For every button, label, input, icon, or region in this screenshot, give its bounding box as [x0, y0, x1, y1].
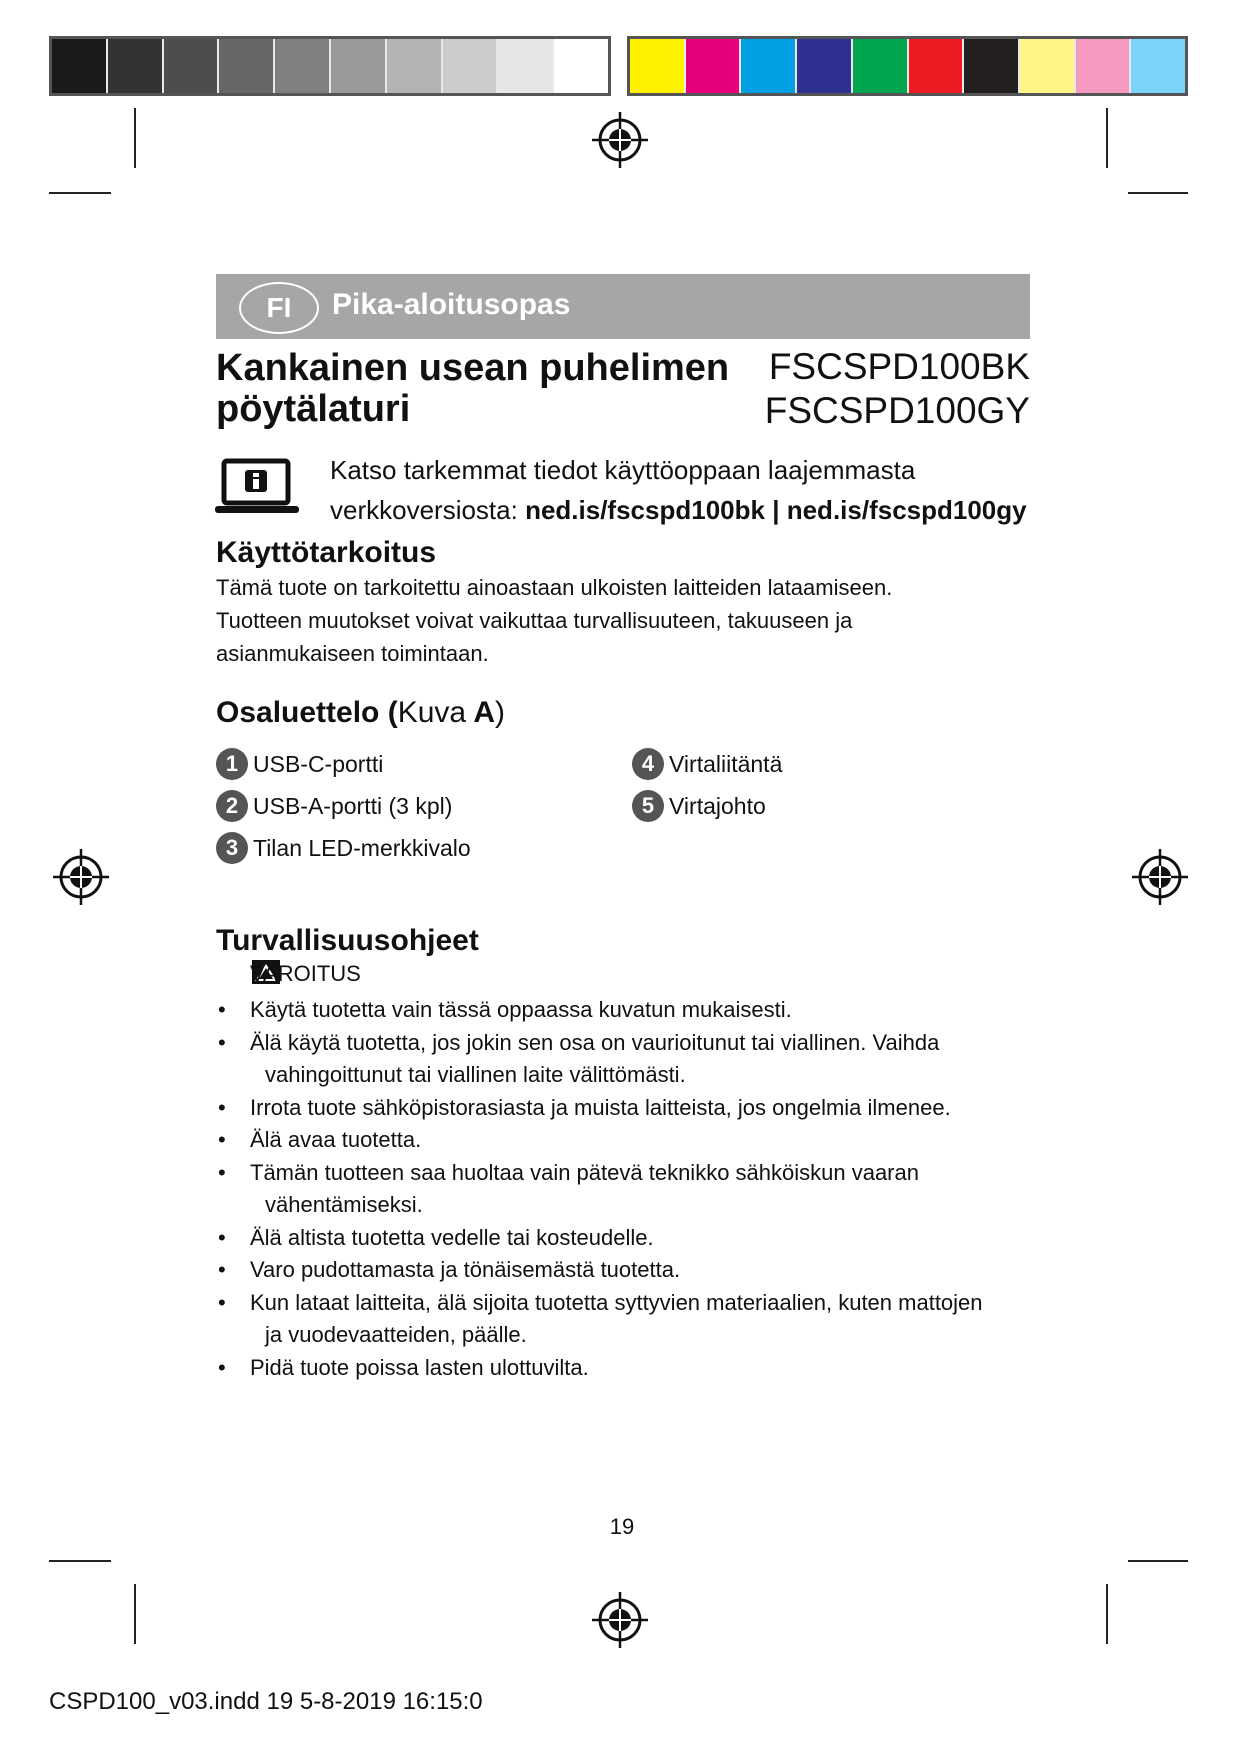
safety-line: Älä avaa tuotetta. — [250, 1127, 422, 1152]
part-label: Virtaliitäntä — [669, 750, 783, 777]
intended-use-heading: Käyttötarkoitus — [216, 536, 437, 569]
band-title: Pika-aloitusopas — [332, 288, 571, 321]
registration-mark-icon — [53, 849, 109, 905]
part-item — [632, 748, 782, 780]
info-line: Katso tarkemmat tiedot käyttöoppaan laajemmasta — [330, 455, 916, 485]
parts-heading-kuva: Kuva — [397, 696, 467, 729]
intended-use-line: Tuotteen muutokset voivat vaikuttaa turvallisuuteen, takuuseen ja — [216, 608, 853, 633]
part-number: 2 — [216, 790, 248, 822]
model-number: FSCSPD100GY — [764, 390, 1030, 431]
color-swatch — [1131, 39, 1185, 93]
color-swatch — [52, 39, 108, 93]
safety-line: Käytä tuotetta vain tässä oppaassa kuvatun mukaisesti. — [250, 997, 792, 1022]
color-swatch — [686, 39, 742, 93]
header-band — [216, 274, 1030, 339]
color-swatch — [219, 39, 275, 93]
parts-heading-letter: A — [473, 696, 496, 729]
color-swatch — [1076, 39, 1132, 93]
part-label: Tilan LED-merkkivalo — [253, 834, 471, 861]
intended-use-line: asianmukaiseen toimintaan. — [216, 641, 489, 666]
grayscale-bar — [49, 36, 611, 96]
color-swatch — [797, 39, 853, 93]
warning-label: VAROITUS — [250, 961, 361, 986]
crop-mark — [1106, 1584, 1108, 1644]
safety-item — [216, 1222, 1036, 1255]
safety-item — [216, 1287, 1036, 1352]
model-number: FSCSPD100BK — [768, 346, 1030, 387]
parts-heading — [216, 696, 505, 730]
safety-item — [216, 1124, 1036, 1157]
safety-line: vähentämiseksi. — [265, 1192, 423, 1217]
registration-mark-icon — [592, 112, 648, 168]
color-swatch — [164, 39, 220, 93]
parts-heading-close: ) — [495, 696, 506, 729]
safety-item — [216, 994, 1036, 1027]
info-prefix: verkkoversiosta: — [330, 495, 518, 525]
safety-line: Tämän tuotteen saa huoltaa vain pätevä teknikko sähköiskun vaaran — [250, 1159, 919, 1185]
color-swatch — [630, 39, 686, 93]
part-label: Virtajohto — [669, 792, 766, 819]
color-swatch — [275, 39, 331, 93]
safety-line: vahingoittunut tai viallinen laite välittömästi. — [265, 1062, 686, 1087]
safety-item — [216, 1092, 1036, 1125]
safety-line: Älä altista tuotetta vedelle tai kosteudelle. — [250, 1224, 654, 1250]
color-swatch — [443, 39, 499, 93]
product-title — [216, 348, 729, 430]
safety-line: Irrota tuote sähköpistorasiasta ja muista laitteista, jos ongelmia ilmenee. — [250, 1094, 951, 1120]
info-line-links — [330, 495, 1027, 526]
part-label: USB-A-portti (3 kpl) — [253, 792, 453, 819]
crop-mark — [134, 1584, 136, 1644]
safety-line: Älä käytä tuotetta, jos jokin sen osa on vaurioitunut tai viallinen. Vaihda — [250, 1029, 940, 1055]
safety-line: ja vuodevaatteiden, päälle. — [265, 1322, 527, 1347]
part-label: USB-C-portti — [253, 750, 384, 777]
crop-mark — [134, 108, 136, 168]
link-separator: | — [772, 495, 780, 525]
laptop-info-icon — [214, 458, 300, 516]
crop-mark — [1128, 192, 1188, 194]
product-title-line: Kankainen usean puhelimen — [216, 347, 730, 389]
part-number: 5 — [632, 790, 664, 822]
safety-list — [216, 994, 1036, 1384]
part-item — [632, 790, 766, 822]
manual-link-bk[interactable]: ned.is/fscspd100bk — [525, 495, 765, 525]
safety-line: Pidä tuote poissa lasten ulottuvilta. — [250, 1354, 589, 1380]
part-item — [216, 748, 383, 780]
parts-heading-open: ( — [387, 696, 398, 729]
page-number: 19 — [609, 1514, 635, 1539]
color-swatch — [108, 39, 164, 93]
part-number: 4 — [632, 748, 664, 780]
product-title-line: pöytälaturi — [216, 388, 411, 430]
color-swatch — [741, 39, 797, 93]
color-swatch — [853, 39, 909, 93]
crop-mark — [49, 1560, 111, 1562]
registration-mark-icon — [592, 1592, 648, 1648]
part-item — [216, 790, 452, 822]
manual-link-gy[interactable]: ned.is/fscspd100gy — [786, 495, 1027, 525]
color-swatch — [331, 39, 387, 93]
registration-mark-icon — [1132, 849, 1188, 905]
intended-use-text — [216, 571, 892, 670]
safety-item — [216, 1157, 1036, 1222]
safety-item — [216, 1352, 1036, 1385]
parts-heading-bold: Osaluettelo — [216, 696, 380, 729]
color-swatch — [964, 39, 1020, 93]
color-swatch — [498, 39, 554, 93]
crop-mark — [1128, 1560, 1188, 1562]
print-slug: CSPD100_v03.indd 19 5-8-2019 16:15:0 — [49, 1688, 483, 1715]
intended-use-line: Tämä tuote on tarkoitettu ainoastaan ulkoisten laitteiden lataamiseen. — [216, 575, 893, 600]
crop-mark — [1106, 108, 1108, 168]
color-swatch — [387, 39, 443, 93]
part-item — [216, 832, 471, 864]
color-swatch — [554, 39, 608, 93]
safety-line: Varo pudottamasta ja tönäisemästä tuotetta. — [250, 1257, 681, 1282]
language-badge: FI — [239, 282, 319, 334]
crop-mark — [49, 192, 111, 194]
safety-item — [216, 1027, 1036, 1092]
safety-heading: Turvallisuusohjeet — [216, 924, 479, 957]
color-swatch — [909, 39, 965, 93]
safety-item — [216, 1254, 1036, 1287]
color-swatch — [1020, 39, 1076, 93]
color-bar — [627, 36, 1188, 96]
safety-line: Kun lataat laitteita, älä sijoita tuotetta syttyvien materiaalien, kuten mattojen — [250, 1289, 983, 1315]
part-number: 3 — [216, 832, 248, 864]
part-number: 1 — [216, 748, 248, 780]
